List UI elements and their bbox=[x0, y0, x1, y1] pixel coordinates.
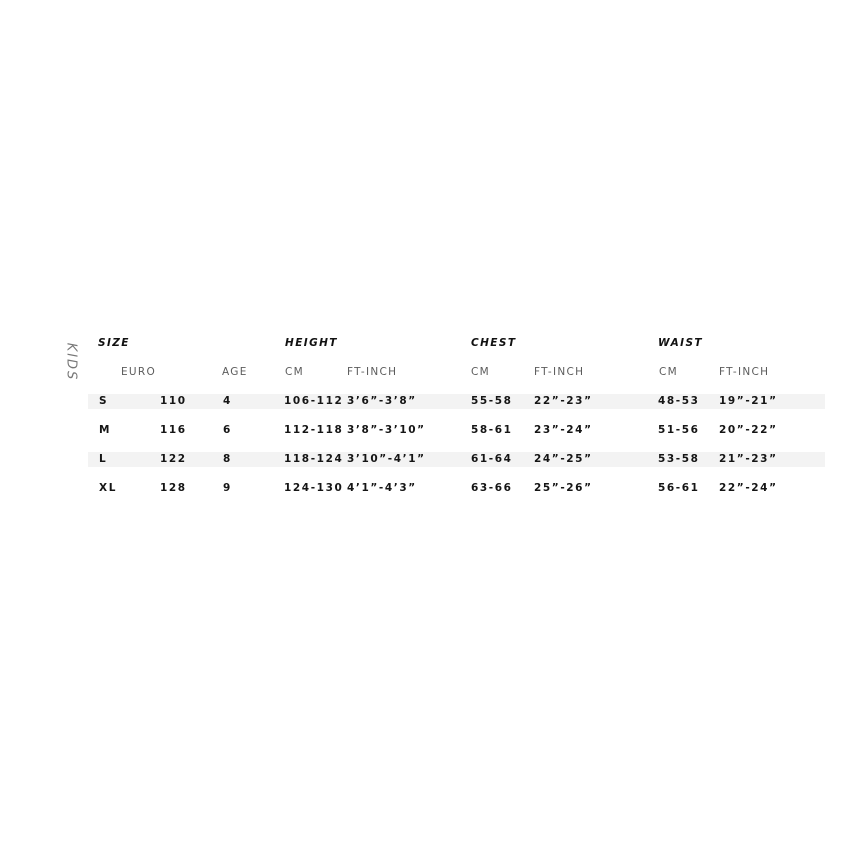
waist-ft-cell: 22”-24” bbox=[719, 482, 778, 494]
waist-cm-cell: 53-58 bbox=[658, 453, 700, 465]
size-cell: XL bbox=[99, 482, 117, 494]
age-cell: 6 bbox=[223, 424, 232, 436]
height-cm-column-header: CM bbox=[285, 366, 304, 378]
size-group-header: SIZE bbox=[98, 337, 130, 349]
chest-ft-cell: 23”-24” bbox=[534, 424, 593, 436]
table-row bbox=[88, 423, 825, 438]
euro-column-header: EURO bbox=[121, 366, 157, 378]
size-cell: L bbox=[99, 453, 108, 465]
age-column-header: AGE bbox=[222, 366, 248, 378]
kids-label-text: KIDS bbox=[63, 342, 79, 382]
kids-side-label bbox=[56, 337, 86, 387]
chest-group-header: CHEST bbox=[471, 337, 517, 349]
euro-cell: 110 bbox=[160, 395, 187, 407]
table-row bbox=[88, 394, 825, 409]
chest-cm-cell: 58-61 bbox=[471, 424, 513, 436]
waist-ft-column-header: FT-INCH bbox=[719, 366, 770, 378]
height-cm-cell: 118-124 bbox=[284, 453, 344, 465]
chest-cm-column-header: CM bbox=[471, 366, 490, 378]
height-cm-cell: 124-130 bbox=[284, 482, 344, 494]
waist-cm-cell: 56-61 bbox=[658, 482, 700, 494]
waist-cm-cell: 48-53 bbox=[658, 395, 700, 407]
chest-cm-cell: 63-66 bbox=[471, 482, 513, 494]
waist-cm-column-header: CM bbox=[659, 366, 678, 378]
age-cell: 4 bbox=[223, 395, 232, 407]
table-row bbox=[88, 452, 825, 467]
table-row bbox=[88, 481, 825, 496]
waist-group-header: WAIST bbox=[658, 337, 703, 349]
waist-ft-cell: 19”-21” bbox=[719, 395, 778, 407]
chest-cm-cell: 61-64 bbox=[471, 453, 513, 465]
age-cell: 9 bbox=[223, 482, 232, 494]
waist-ft-cell: 20”-22” bbox=[719, 424, 778, 436]
height-cm-cell: 106-112 bbox=[284, 395, 344, 407]
size-cell: S bbox=[99, 395, 109, 407]
chest-ft-cell: 22”-23” bbox=[534, 395, 593, 407]
height-ft-cell: 3’6”-3’8” bbox=[347, 395, 417, 407]
height-cm-cell: 112-118 bbox=[284, 424, 344, 436]
height-ft-cell: 3’10”-4’1” bbox=[347, 453, 426, 465]
euro-cell: 128 bbox=[160, 482, 187, 494]
age-cell: 8 bbox=[223, 453, 232, 465]
waist-cm-cell: 51-56 bbox=[658, 424, 700, 436]
size-cell: M bbox=[99, 424, 112, 436]
chest-ft-column-header: FT-INCH bbox=[534, 366, 585, 378]
chest-ft-cell: 25”-26” bbox=[534, 482, 593, 494]
euro-cell: 122 bbox=[160, 453, 187, 465]
chest-ft-cell: 24”-25” bbox=[534, 453, 593, 465]
height-ft-cell: 3’8”-3’10” bbox=[347, 424, 426, 436]
waist-ft-cell: 21”-23” bbox=[719, 453, 778, 465]
chest-cm-cell: 55-58 bbox=[471, 395, 513, 407]
height-ft-column-header: FT-INCH bbox=[347, 366, 398, 378]
euro-cell: 116 bbox=[160, 424, 187, 436]
height-ft-cell: 4’1”-4’3” bbox=[347, 482, 417, 494]
height-group-header: HEIGHT bbox=[285, 337, 338, 349]
